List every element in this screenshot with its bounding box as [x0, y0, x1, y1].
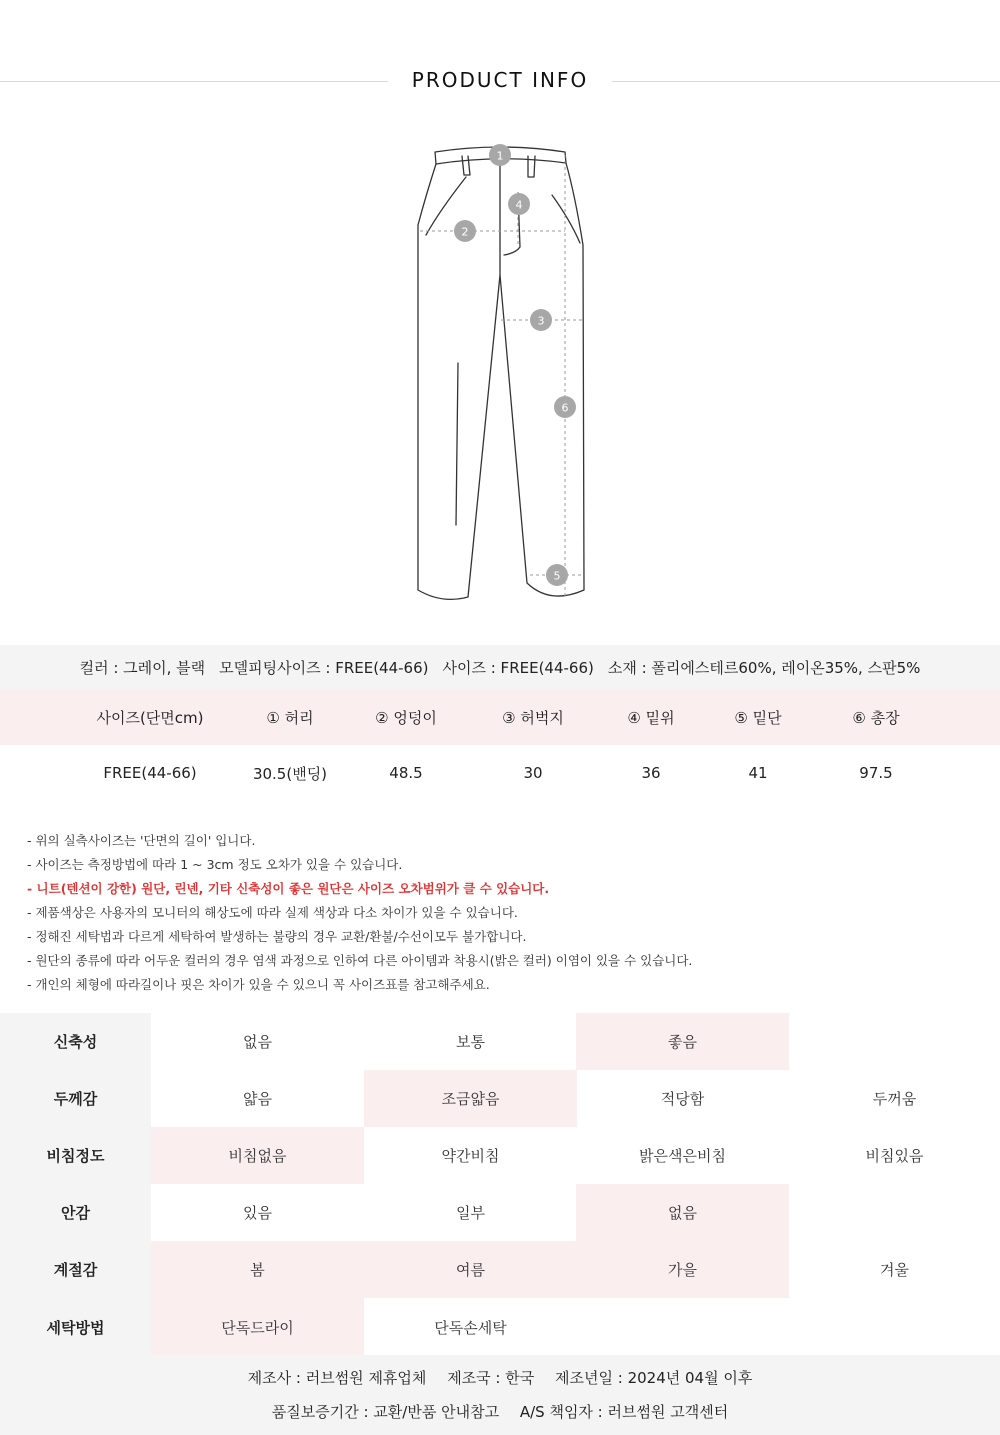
attr-option-selected: 단독드라이 [151, 1298, 364, 1356]
row-thigh: 30 [523, 764, 543, 782]
attr-label: 안감 [0, 1184, 151, 1241]
row-waist: 30.5(밴딩) [252, 764, 328, 783]
attr-row-stretch [0, 1013, 1000, 1070]
attr-option: 보통 [456, 1033, 485, 1051]
product-spec-bar [0, 645, 1000, 689]
attr-label: 두께감 [0, 1070, 151, 1127]
warranty-info: 품질보증기간 : 교환/반품 안내참고 [271, 1403, 500, 1421]
attr-option: 얇음 [243, 1090, 272, 1108]
size-info: 사이즈 : FREE(44-66) [442, 658, 594, 677]
attr-option-selected: 없음 [576, 1184, 789, 1241]
attr-label: 신축성 [0, 1013, 151, 1070]
svg-text:3: 3 [537, 314, 545, 328]
attr-row-washing [0, 1298, 1000, 1356]
attr-option-selected: 조금얇음 [364, 1070, 577, 1127]
attr-row-sheerness [0, 1127, 1000, 1184]
attr-option: 없음 [243, 1033, 272, 1051]
attr-label: 계절감 [0, 1241, 151, 1298]
attr-row-season [0, 1241, 1000, 1298]
row-rise: 36 [641, 764, 661, 782]
size-notes [27, 830, 967, 998]
attr-option: 일부 [456, 1204, 485, 1222]
row-hem: 41 [748, 764, 768, 782]
size-table [0, 689, 1000, 801]
material-info: 소재 : 폴리에스테르60%, 레이온35%, 스판5% [607, 658, 921, 677]
header-length: ⑥ 총장 [852, 708, 900, 727]
note-item: - 정해진 세탁법과 다르게 세탁하여 발생하는 불량의 경우 교환/환불/수선이모두 불가합니다. [27, 929, 527, 944]
row-length: 97.5 [859, 764, 893, 782]
attr-option [789, 1013, 1000, 1070]
header-hem: ⑤ 밑단 [734, 708, 782, 727]
row-size: FREE(44-66) [103, 764, 197, 782]
marker-2-icon [454, 220, 476, 242]
fabric-attribute-table [0, 1013, 1000, 1356]
header-thigh: ③ 허벅지 [502, 708, 564, 727]
marker-3-icon [530, 309, 552, 331]
footer-line-2 [0, 1401, 1000, 1422]
header-hip: ② 엉덩이 [375, 708, 437, 727]
header-rise: ④ 밑위 [627, 708, 675, 727]
note-item: - 개인의 체형에 따라길이나 핏은 차이가 있을 수 있으니 꼭 사이즈표를 참고해주세요. [27, 977, 490, 992]
pants-measurement-diagram [400, 135, 600, 610]
attr-option: 두꺼움 [872, 1090, 917, 1108]
attr-row-thickness [0, 1070, 1000, 1127]
attr-option: 비침있음 [865, 1147, 924, 1165]
marker-4-icon [508, 193, 530, 215]
attr-option [789, 1184, 1000, 1241]
attr-option-selected: 비침없음 [151, 1127, 364, 1184]
svg-text:2: 2 [461, 225, 469, 239]
model-size-info: 모델피팅사이즈 : FREE(44-66) [219, 658, 429, 677]
date-info: 제조년일 : 2024년 04월 이후 [555, 1369, 753, 1387]
svg-text:1: 1 [496, 149, 504, 163]
svg-text:4: 4 [515, 198, 523, 212]
attr-option: 겨울 [880, 1261, 909, 1279]
note-item: - 원단의 종류에 따라 어두운 컬러의 경우 염색 과정으로 인하여 다른 아이템과 착용시(밝은 컬러) 이염이 있을 수 있습니다. [27, 953, 693, 968]
divider-left [0, 81, 388, 82]
attr-row-lining [0, 1184, 1000, 1241]
attr-option [576, 1298, 789, 1356]
country-info: 제조국 : 한국 [447, 1369, 535, 1387]
marker-5-icon [546, 564, 568, 586]
header-size: 사이즈(단면cm) [96, 708, 204, 727]
section-header [0, 68, 1000, 96]
attr-label: 세탁방법 [0, 1298, 151, 1356]
note-item: - 사이즈는 측정방법에 따라 1 ~ 3cm 정도 오차가 있을 수 있습니다. [27, 857, 403, 872]
attr-option: 약간비침 [441, 1147, 500, 1165]
attr-option: 있음 [243, 1204, 272, 1222]
attr-option-selected: 여름 [364, 1241, 577, 1298]
pants-illustration [400, 135, 600, 610]
svg-text:5: 5 [553, 569, 561, 583]
svg-text:6: 6 [561, 401, 569, 415]
attr-option: 밝은색은비침 [639, 1147, 726, 1165]
divider-right [612, 81, 1000, 82]
attr-option [789, 1298, 1000, 1356]
note-item: - 위의 실측사이즈는 '단면의 길이' 입니다. [27, 833, 256, 848]
marker-6-icon [554, 396, 576, 418]
color-info: 컬러 : 그레이, 블랙 [79, 658, 206, 677]
manufacturer-footer [0, 1355, 1000, 1435]
manufacturer-info: 제조사 : 러브썸원 제휴업체 [247, 1369, 427, 1387]
footer-line-1 [0, 1367, 1000, 1388]
header-waist: ① 허리 [266, 708, 314, 727]
attr-option-selected: 가을 [576, 1241, 789, 1298]
attr-option: 단독손세탁 [434, 1318, 507, 1337]
attr-option-selected: 좋음 [576, 1013, 789, 1070]
row-hip: 48.5 [389, 764, 423, 782]
size-table-header [0, 689, 1000, 745]
marker-1-icon [489, 144, 511, 166]
section-title: PRODUCT INFO [411, 68, 589, 92]
table-row [0, 745, 1000, 801]
note-item-warning: - 니트(텐션이 강한) 원단, 린넨, 기타 신축성이 좋은 원단은 사이즈 오차범위가 클 수 있습니다. [27, 881, 550, 896]
note-item: - 제품색상은 사용자의 모니터의 해상도에 따라 실제 색상과 다소 차이가 있을 수 있습니다. [27, 905, 518, 920]
attr-option-selected: 봄 [151, 1241, 364, 1298]
attr-option: 적당함 [660, 1090, 705, 1108]
as-manager-info: A/S 책임자 : 러브썸원 고객센터 [519, 1403, 729, 1421]
attr-label: 비침정도 [0, 1127, 151, 1184]
